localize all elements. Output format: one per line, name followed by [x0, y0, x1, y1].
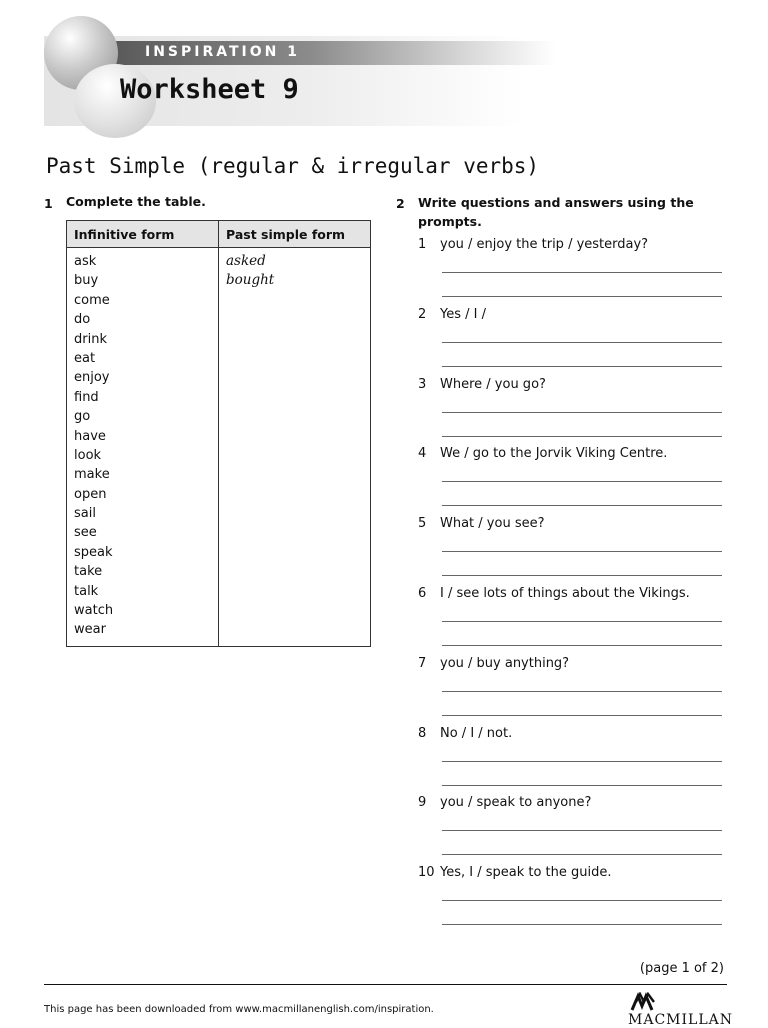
answer-line[interactable] — [442, 621, 722, 622]
question-prompt: you / speak to anyone? — [440, 795, 592, 811]
question-item — [418, 377, 728, 443]
verb-past-answer[interactable] — [226, 562, 363, 581]
verb-infinitive: drink — [74, 331, 107, 347]
question-item — [418, 865, 728, 931]
answer-line[interactable] — [442, 505, 722, 506]
answer-line[interactable] — [442, 272, 722, 273]
answer-line[interactable] — [442, 481, 722, 482]
question-number: 1 — [418, 237, 427, 252]
verb-infinitive: watch — [74, 603, 114, 619]
question-item — [418, 446, 728, 512]
answer-line[interactable] — [442, 412, 722, 413]
verb-infinitive: wear — [74, 622, 106, 638]
question-number: 5 — [418, 516, 427, 532]
series-brand: INSPIRATION 1 — [145, 44, 300, 60]
column-header-infinitive: Infinitive form — [67, 221, 219, 248]
verb-infinitive: buy — [74, 273, 99, 289]
question-number: 4 — [418, 446, 427, 462]
verb-past-answer[interactable] — [226, 504, 363, 523]
verb-past-answer[interactable] — [226, 349, 363, 368]
page-number: (page 1 of 2) — [639, 961, 724, 976]
answer-line[interactable] — [442, 785, 722, 786]
verb-past-answer[interactable] — [226, 523, 363, 542]
question-prompt: I / see lots of things about the Vikings. — [440, 586, 690, 601]
question-number: 8 — [418, 725, 427, 741]
question-item — [418, 795, 728, 861]
question-prompt: We / go to the Jorvik Viking Centre. — [440, 446, 668, 462]
question-number: 3 — [418, 376, 427, 392]
verb-past-answer[interactable] — [226, 582, 363, 601]
exercise-1-number: 1 — [44, 196, 53, 211]
answer-line[interactable] — [442, 436, 722, 437]
verb-infinitive: have — [74, 428, 106, 444]
question-item — [418, 656, 728, 722]
verb-infinitive: see — [74, 525, 97, 541]
verb-past-answer[interactable] — [226, 485, 363, 504]
question-item — [418, 307, 728, 373]
verb-past-answer[interactable]: asked — [226, 253, 266, 269]
answer-line[interactable] — [442, 761, 722, 762]
verb-past-answer[interactable] — [226, 388, 363, 407]
answer-line[interactable] — [442, 900, 722, 901]
exercise-2-instruction — [418, 193, 694, 231]
past-simple-column[interactable] — [219, 248, 371, 647]
question-prompt: No / I / not. — [440, 725, 513, 741]
publisher-name: MACMILLAN — [628, 1012, 733, 1028]
answer-line[interactable] — [442, 645, 722, 646]
verb-past-answer[interactable] — [226, 291, 363, 310]
question-number: 2 — [418, 306, 427, 322]
macmillan-mark-icon — [630, 992, 658, 1012]
verb-past-answer[interactable] — [226, 407, 363, 426]
question-number: 7 — [418, 655, 427, 671]
question-item — [418, 726, 728, 792]
answer-line[interactable] — [442, 551, 722, 552]
question-prompt: you / buy anything? — [440, 655, 570, 671]
question-number: 9 — [418, 795, 427, 811]
verb-past-answer[interactable] — [226, 330, 363, 349]
verb-past-answer[interactable] — [226, 427, 363, 446]
verb-past-answer[interactable] — [226, 620, 363, 639]
answer-line[interactable] — [442, 296, 722, 297]
verb-table — [66, 220, 371, 647]
verb-infinitive: come — [74, 292, 110, 308]
verb-infinitive: do — [74, 312, 91, 328]
footer-divider — [44, 984, 727, 985]
verb-infinitive: open — [74, 486, 107, 502]
worksheet-title: Worksheet 9 — [120, 74, 299, 105]
verb-past-answer[interactable]: bought — [226, 272, 275, 289]
publisher-logo — [628, 992, 733, 1028]
infinitive-column — [67, 248, 219, 647]
verb-past-answer[interactable] — [226, 601, 363, 620]
verb-infinitive: enjoy — [74, 370, 110, 386]
question-prompt: What / you see? — [440, 516, 545, 532]
verb-past-answer[interactable] — [226, 368, 363, 387]
column-header-past-simple: Past simple form — [219, 221, 371, 248]
question-number: 10 — [418, 865, 435, 881]
exercise-2-instruction-line: Write questions and answers using the — [418, 195, 694, 210]
verb-past-answer[interactable] — [226, 543, 363, 562]
download-note: This page has been downloaded from www.macmillanenglish.com/inspiration. — [44, 1004, 434, 1015]
answer-line[interactable] — [442, 854, 722, 855]
page-title: Past Simple (regular & irregular verbs) — [46, 154, 540, 178]
question-prompt: Yes / I / — [440, 306, 486, 322]
verb-infinitive: sail — [74, 506, 96, 522]
verb-infinitive: speak — [74, 544, 113, 560]
question-item — [418, 586, 728, 652]
verb-past-answer[interactable] — [226, 446, 363, 465]
answer-line[interactable] — [442, 691, 722, 692]
question-item — [418, 516, 728, 582]
verb-infinitive: ask — [74, 254, 97, 269]
verb-infinitive: make — [74, 467, 110, 483]
question-item — [418, 237, 728, 303]
answer-line[interactable] — [442, 366, 722, 367]
question-prompt: Yes, I / speak to the guide. — [440, 865, 612, 881]
verb-past-answer[interactable] — [226, 465, 363, 484]
verb-past-answer[interactable] — [226, 310, 363, 329]
question-number: 6 — [418, 586, 427, 601]
verb-infinitive: eat — [74, 350, 96, 366]
answer-line[interactable] — [442, 342, 722, 343]
exercise-1-instruction: Complete the table. — [66, 194, 206, 209]
exercise-2-number: 2 — [396, 196, 405, 211]
verb-infinitive: find — [74, 389, 99, 405]
question-prompt: you / enjoy the trip / yesterday? — [440, 237, 649, 252]
answer-line[interactable] — [442, 830, 722, 831]
exercise-2-instruction-line: prompts. — [418, 214, 482, 229]
verb-infinitive: talk — [74, 583, 99, 599]
verb-infinitive: go — [74, 409, 91, 425]
verb-infinitive: take — [74, 564, 103, 580]
answer-line[interactable] — [442, 924, 722, 925]
answer-line[interactable] — [442, 715, 722, 716]
verb-infinitive: look — [74, 447, 102, 463]
answer-line[interactable] — [442, 575, 722, 576]
question-prompt: Where / you go? — [440, 376, 546, 392]
